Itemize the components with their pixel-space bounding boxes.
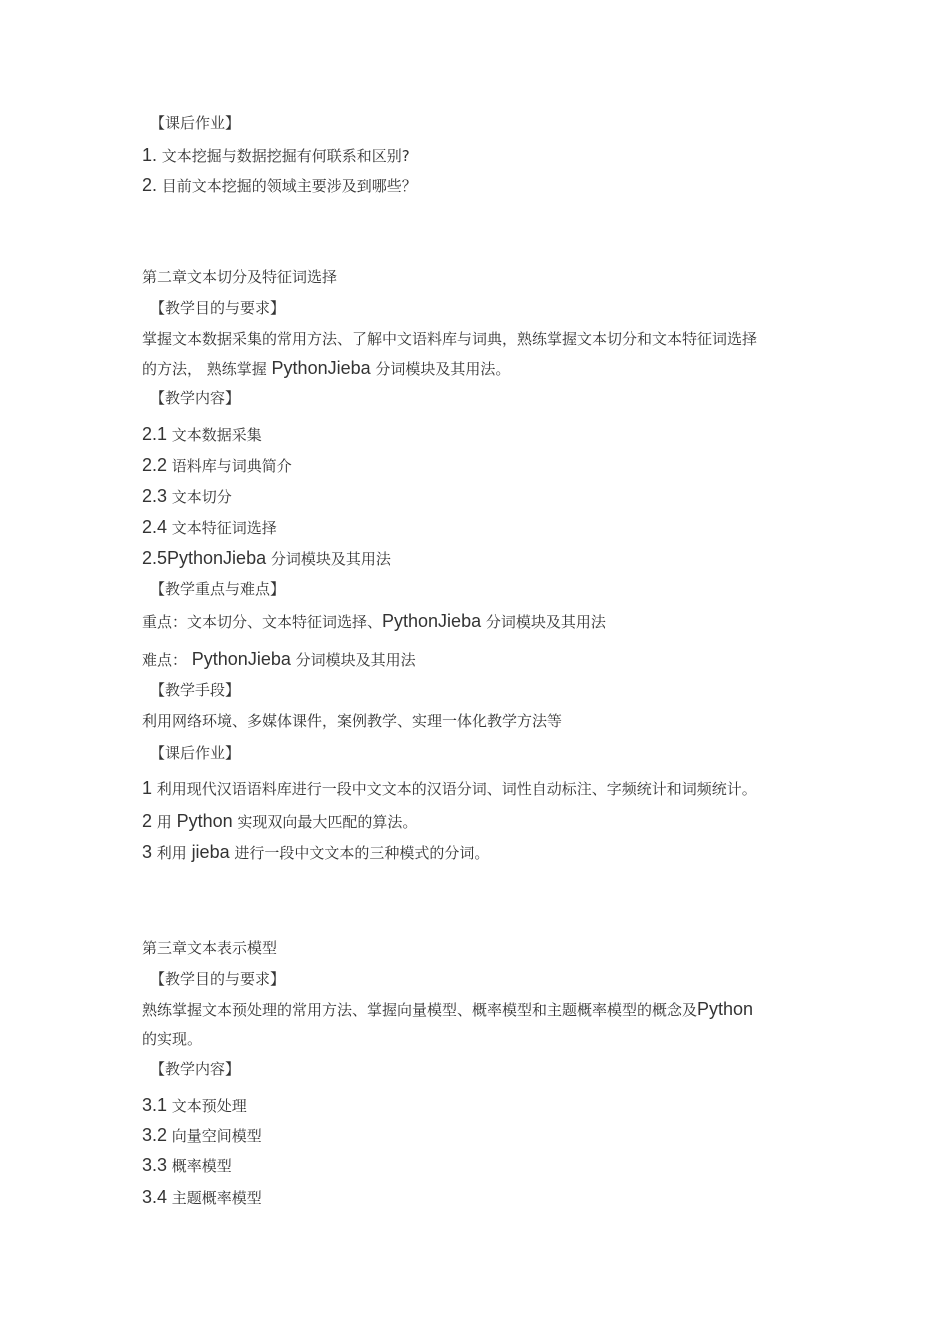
item-number: 3.3 [142,1155,168,1175]
item-number: 2 [142,811,153,831]
latin-term: jieba [191,842,230,862]
item-number: 1 [142,778,153,798]
item-text: 利用现代汉语语料库进行一段中文文本的汉语分词、词性自动标注、字频统计和词频统计。 [152,780,757,798]
text-span: 难点： [142,651,192,669]
section-header: 【教学内容】 [150,1060,241,1078]
section-header: 【教学重点与难点】 [150,580,286,598]
text-span: 熟练掌握文本预处理的常用方法、掌握向量模型、概率模型和主题概率模型的概念及 [142,1001,698,1019]
section-header: 【课后作业】 [150,744,241,762]
item-number: 3.4 [142,1187,168,1207]
item-text: 向量空间模型 [167,1127,262,1145]
latin-term: PythonJieba [191,649,291,669]
content-item [142,1125,262,1146]
paragraph-line: 的实现。 [142,1030,203,1048]
paragraph-line: 掌握文本数据采集的常用方法、了解中文语料库与词典，熟练掌握文本切分和文本特征词选择 [142,330,758,348]
latin-term: Python [697,999,754,1019]
section-header: 【教学内容】 [150,389,241,407]
latin-term: Python [176,811,233,831]
item-number: 2.3 [142,486,168,506]
latin-term: PythonJieba [271,358,371,378]
text-span: 分词模块及其用法。 [370,360,511,378]
paragraph-line [142,999,753,1020]
text-span: 分词模块及其用法 [290,651,416,669]
item-number: 3.1 [142,1095,168,1115]
question-text: 文本挖掘与数据挖掘有何联系和区别? [161,147,410,165]
item-number: 2.1 [142,424,168,444]
text-span: 重点：文本切分、文本特征词选择、 [142,613,383,631]
difficulty-line [142,649,416,670]
homework-item [142,842,489,863]
content-item [142,1095,247,1116]
section-header: 【教学手段】 [150,681,241,699]
item-number: 3 [142,842,153,862]
text-span: 实现双向最大匹配的算法。 [232,813,418,831]
item-text: 文本数据采集 [167,426,262,444]
item-text: 文本预处理 [167,1097,247,1115]
item-number: 2.4 [142,517,168,537]
text-span: 进行一段中文文本的三种模式的分词。 [229,844,490,862]
homework-header: 【课后作业】 [150,114,241,132]
paragraph-line [142,358,510,379]
item-text: 分词模块及其用法 [266,550,391,568]
content-item [142,455,292,476]
homework-item [142,778,757,799]
homework-question [142,175,417,196]
chapter-title: 第二章文本切分及特征词选择 [142,268,338,286]
paragraph-line: 利用网络环境、多媒体课件，案例教学、实理一体化教学方法等 [142,712,563,730]
content-item [142,1187,262,1208]
question-text: 目前文本挖掘的领域主要涉及到哪些？ [161,177,417,195]
content-item [142,486,232,507]
content-item [142,1155,232,1176]
question-number: 1. [142,145,158,165]
question-number: 2. [142,175,158,195]
item-text: 文本切分 [167,488,232,506]
latin-term: PythonJieba [382,611,482,631]
homework-item [142,811,417,832]
text-span: 用 [152,813,177,831]
item-text: 文本特征词选择 [167,519,277,537]
text-span: 利用 [152,844,192,862]
item-text: 主题概率模型 [167,1189,262,1207]
item-text: 语料库与词典简介 [167,457,292,475]
focus-line [142,611,606,632]
item-number: 3.2 [142,1125,168,1145]
chapter-title: 第三章文本表示模型 [142,939,278,957]
content-item [142,424,262,445]
content-item [142,548,391,569]
homework-question [142,145,410,166]
item-text: 概率模型 [167,1157,232,1175]
item-number: 2.5PythonJieba [142,548,267,568]
text-span: 分词模块及其用法 [481,613,606,631]
content-item [142,517,277,538]
text-span: 的方法， 熟练掌握 [142,360,272,378]
section-header: 【教学目的与要求】 [150,970,286,988]
section-header: 【教学目的与要求】 [150,299,286,317]
item-number: 2.2 [142,455,168,475]
